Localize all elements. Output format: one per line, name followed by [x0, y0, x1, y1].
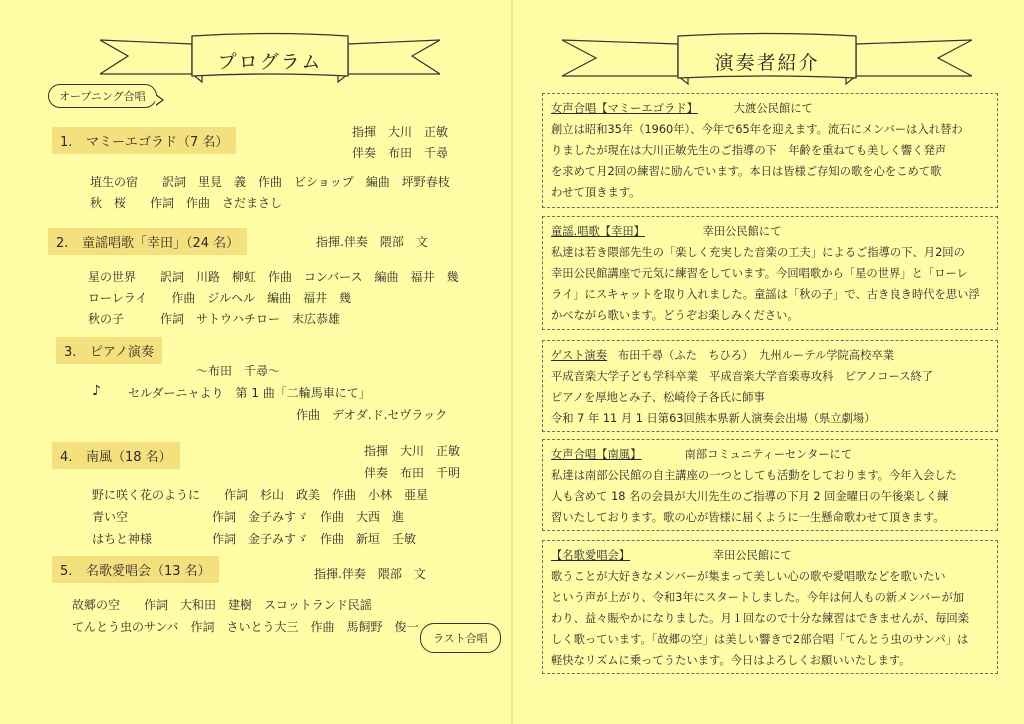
program-item-2-song-3: 秋の子 作詞 サトウハチロー 末広恭雄 — [88, 312, 341, 326]
program-item-2-song-1: 星の世界 訳詞 川路 柳虹 作曲 コンバース 編曲 福井 幾 — [88, 270, 459, 284]
opening-chorus-label: オープニング合唱 — [59, 90, 146, 103]
card-text-line: ライ」にスキャットを取り入れました。童謡は「秋の子」で、古き良き時代を思い浮 — [551, 288, 980, 301]
program-item-3-number: 3. — [64, 345, 77, 360]
performer-card-meika-aishokai — [542, 540, 998, 674]
program-item-5-title: 名歌愛唱会（13 名） — [86, 564, 211, 579]
performer-place: 幸田公民館にて — [712, 549, 792, 562]
program-banner — [100, 28, 440, 86]
performers-banner — [562, 28, 972, 88]
speech-tail-icon — [156, 94, 164, 106]
program-item-4-song-2: 青い空 作詞 金子みすゞ 作曲 大西 進 — [92, 510, 405, 524]
card-text-line: ピアノを厚地とみ子、松崎伶子各氏に師事 — [551, 391, 765, 404]
card-text-line: 幸田公民館講座で元気に練習をしています。今回唱歌から「星の世界」と「ローレ — [551, 267, 968, 280]
performer-place: 大渡公民館にて — [733, 102, 813, 115]
program-item-5-header — [52, 556, 219, 583]
program-item-2-title: 童謡唱歌「幸田」（24 名） — [82, 236, 240, 251]
performer-card-koda — [542, 216, 998, 330]
card-text-line: 私達は若き隈部先生の「楽しく充実した音楽の工夫」によるご指導の下、月2回の — [551, 246, 965, 259]
closing-chorus-label: ラスト合唱 — [433, 632, 488, 645]
performer-card-minamikaze — [542, 439, 998, 531]
program-item-4-song-3: はちと神様 作詞 金子みすゞ 作曲 新垣 壬敏 — [92, 532, 417, 546]
card-text-line: 平成音楽大学子ども学科卒業 平成音楽大学音楽専攻科 ピアノコース終了 — [551, 370, 934, 383]
performers-page — [512, 0, 1024, 724]
program-item-4-header — [52, 442, 180, 469]
card-text-line: 令和 7 年 11 月 1 日第63回熊本県新人演奏会出場（県立劇場） — [551, 412, 876, 425]
performer-place: 南部コミュニティーセンターにて — [684, 448, 853, 461]
card-text-line: 人も含めて 18 名の会員が大川先生のご指導の下月 2 回金曜日の午後楽しく練 — [551, 490, 949, 503]
card-header — [551, 98, 989, 119]
card-header — [551, 444, 989, 465]
program-item-2-number: 2. — [56, 236, 69, 251]
card-text-line: りましたが現在は大川正敏先生のご指導の下 年齢を重ねても美しく響く発声 — [551, 144, 947, 157]
card-text-line: 習いたしております。歌の心が皆様に届くように一生懸命歌わせて頂きます。 — [551, 511, 945, 524]
performer-card-mammy-egorado — [542, 93, 998, 208]
opening-chorus-bubble — [48, 84, 157, 108]
performer-name: 童謡.唱歌【幸田】 — [551, 225, 645, 238]
program-item-2-song-2: ローレライ 作曲 ジルヘル 編曲 福井 幾 — [88, 291, 352, 305]
card-header — [551, 345, 989, 366]
program-item-2-header — [48, 228, 247, 255]
program-item-3-piece: セルダーニャより 第 1 曲「二輪馬車にて」 — [128, 386, 371, 400]
card-text-line: かべながら歌います。どうぞお楽しみください。 — [551, 309, 799, 322]
card-text-line: わせて頂きます。 — [551, 186, 641, 199]
page-title: 演奏者紹介 — [714, 52, 820, 74]
card-text-line: 軽快なリズムに乗ってうたいます。今日はよろしくお願いいたします。 — [551, 654, 911, 667]
program-item-3-performer: ～布田 千尋～ — [196, 364, 281, 378]
program-item-1-song-2: 秋 桜 作詞 作曲 さだまさし — [90, 196, 283, 210]
card-text-line: わり、益々賑やかになりました。月１回なので十分な練習はできませんが、毎回楽 — [551, 612, 969, 625]
program-item-4-conductor: 指揮 大川 正敏 — [364, 444, 461, 458]
program-item-4-accompanist: 伴奏 布田 千明 — [364, 466, 461, 480]
card-header — [551, 545, 989, 566]
program-item-5-song-1: 故郷の空 作詞 大和田 建樹 スコットランド民謡 — [72, 598, 372, 612]
performer-card-guest — [542, 340, 998, 432]
program-item-1-song-1: 埴生の宿 訳詞 里見 義 作曲 ビショップ 編曲 坪野春枝 — [90, 175, 450, 189]
program-item-1-number: 1. — [60, 135, 73, 150]
program-item-4-number: 4. — [60, 450, 73, 465]
performer-name: ゲスト演奏 — [551, 349, 608, 362]
program-item-2-conductor: 指揮.伴奏 隈部 文 — [316, 235, 428, 249]
closing-chorus-bubble — [420, 623, 501, 653]
performer-place: 布田千尋（ふた ちひろ） 九州ルーテル学院高校卒業 — [617, 349, 895, 362]
performer-name: 女声合唱【南風】 — [551, 448, 642, 461]
card-text-line: しく歌っています。「故郷の空」は美しい響きで2部合唱「てんとう虫のサンパ」は — [551, 633, 969, 646]
program-item-1-conductor: 指揮 大川 正敏 — [352, 125, 449, 139]
program-item-5-song-2: てんとう虫のサンバ 作詞 さいとう大三 作曲 馬飼野 俊一 — [72, 620, 419, 634]
program-item-3-composer: 作曲 デオダ.ド.セヴラック — [296, 408, 448, 422]
card-text-line: 私達は南部公民館の自主講座の一つとしても活動をしております。今年入会した — [551, 469, 957, 482]
program-item-3-header — [56, 337, 162, 364]
program-item-1-title: マミーエゴラド（7 名） — [86, 135, 229, 150]
performer-name: 【名歌愛唱会】 — [551, 549, 631, 562]
music-note-icon: ♪ — [92, 383, 101, 399]
program-item-5-number: 5. — [60, 564, 73, 579]
card-header — [551, 221, 989, 242]
card-text-line: という声が上がり、令和3年にスタートしました。今年は何人もの新メンバーが加 — [551, 591, 965, 604]
program-item-3-title: ピアノ演奏 — [90, 345, 154, 360]
program-item-5-conductor: 指揮.伴奏 隈部 文 — [314, 567, 426, 581]
program-item-1-accompanist: 伴奏 布田 千尋 — [352, 146, 449, 160]
performer-place: 幸田公民館にて — [702, 225, 782, 238]
card-text-line: を求めて月2回の練習に励んでいます。本日は皆様ご存知の歌を心をこめて歌 — [551, 165, 942, 178]
page-title: プログラム — [217, 51, 323, 73]
card-text-line: 歌うことが大好きなメンバーが集まって美しい心の歌や愛唱歌などを歌いたい — [551, 570, 946, 583]
program-item-4-song-1: 野に咲く花のように 作詞 杉山 政美 作曲 小林 亜星 — [92, 488, 429, 502]
program-item-4-title: 南風（18 名） — [86, 450, 172, 465]
performer-name: 女声合唱【マミーエゴラド】 — [551, 102, 698, 115]
program-item-1-header — [52, 127, 236, 154]
card-text-line: 創立は昭和35年（1960年）、今年で65年を迎えます。流石にメンバーは入れ替わ — [551, 123, 963, 136]
